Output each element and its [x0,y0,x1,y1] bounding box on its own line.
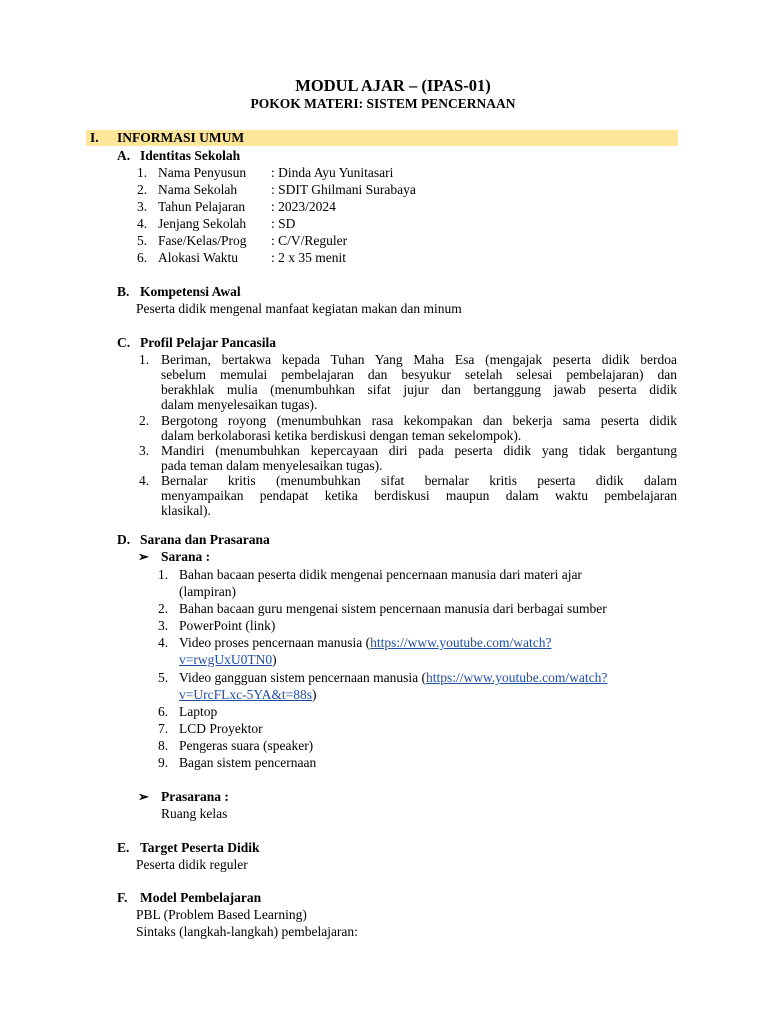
list-text-suffix: ) [311,687,317,702]
list-number: 5. [137,233,148,248]
subsection-title-d: Sarana dan Prasarana [140,532,270,547]
arrowhead-bullet-icon: ➢ [138,549,149,564]
youtube-link-1-continued[interactable]: v=rwgUxU0TN0 [179,652,273,667]
list-line: pada teman dalam menyelesaikan tugas). [161,458,383,473]
subsection-letter-e: E. [117,840,130,855]
identity-label: Jenjang Sekolah [158,216,247,231]
list-text-prefix: Video gangguan sistem pencernaan manusia ( [179,670,426,685]
list-number: 9. [158,755,169,770]
list-line: dalam berkolaborasi ketika berdiskusi dengan teman sekelompok). [161,428,522,443]
list-text: LCD Proyektor [179,721,263,736]
page-title: MODUL AJAR – (IPAS-01) [295,76,491,95]
prasarana-title: Prasarana : [161,789,229,804]
subsection-letter-c: C. [117,335,131,350]
identity-value: : Dinda Ayu Yunitasari [271,165,394,180]
list-line: menyampaikan pendapat ketika berdiskusi maupun dalam waktu pembelajaran [161,488,677,503]
competency-text: Peserta didik mengenal manfaat kegiatan makan dan minum [136,301,462,316]
list-number: 2. [137,182,148,197]
list-line: klasikal). [161,503,211,518]
list-line: Bernalar kritis (menumbuhkan sifat bernalar kritis peserta didik dalam [161,473,677,488]
list-number: 8. [158,738,169,753]
list-number: 1. [137,165,148,180]
section-number: I. [90,130,99,145]
identity-value: : 2023/2024 [271,199,336,214]
identity-value: : SD [271,216,296,231]
list-number: 5. [158,670,169,685]
subsection-title-e: Target Peserta Didik [140,840,260,855]
subsection-letter-a: A. [117,148,131,163]
youtube-link-2-continued[interactable]: v=UrcFLxc-5YA&t=88s [179,687,312,702]
target-text: Peserta didik reguler [136,857,248,872]
list-number: 4. [137,216,148,231]
subsection-letter-b: B. [117,284,130,299]
subsection-title-a: Identitas Sekolah [140,148,241,163]
list-number: 1. [139,352,150,367]
list-number: 6. [137,250,148,265]
identity-label: Fase/Kelas/Prog [158,233,247,248]
arrowhead-bullet-icon: ➢ [138,789,149,804]
list-number: 1. [158,567,169,582]
list-text: Laptop [179,704,218,719]
list-text: Pengeras suara (speaker) [179,738,314,753]
list-line: dalam menyelesaikan tugas). [161,397,318,412]
list-text: Bagan sistem pencernaan [179,755,317,770]
list-number: 2. [158,601,169,616]
list-line: Bergotong royong (menumbuhkan rasa kekompakan dan bekerja sama peserta didik [161,413,677,428]
list-text-prefix: Video proses pencernaan manusia ( [179,635,371,650]
page-subtitle: POKOK MATERI: SISTEM PENCERNAAN [250,96,516,111]
list-text [179,635,551,651]
identity-value: : C/V/Reguler [271,233,348,248]
section-title: INFORMASI UMUM [117,130,245,145]
list-line: Mandiri (menumbuhkan kepercayaan diri pada peserta didik yang tidak bergantung [161,443,677,458]
list-number: 2. [139,413,150,428]
list-text-suffix: ) [272,652,277,667]
identity-label: Tahun Pelajaran [158,199,246,214]
list-text-continued: (lampiran) [179,584,236,599]
list-text [179,670,607,686]
list-text: PowerPoint (link) [179,618,276,633]
list-number: 6. [158,704,169,719]
list-text: Bahan bacaan guru mengenai sistem pencernaan manusia dari berbagai sumber [179,601,607,616]
list-number: 4. [158,635,169,650]
list-number: 7. [158,721,169,736]
list-line: sebelum memulai pembelajaran dan besyukur setelah selesai pembelajaran) dan [161,367,677,382]
model-text: PBL (Problem Based Learning) [136,907,307,922]
list-number: 3. [137,199,148,214]
youtube-link-2[interactable]: https://www.youtube.com/watch? [425,670,608,685]
sarana-title: Sarana : [161,549,211,564]
subsection-title-f: Model Pembelajaran [140,890,262,905]
list-number: 3. [139,443,150,458]
list-text-continued [179,652,277,668]
list-text: Bahan bacaan peserta didik mengenai pencernaan manusia dari materi ajar [179,567,582,582]
list-line: berakhlak mulia (menumbuhkan sifat jujur dan bertanggung jawab peserta didik [161,382,677,397]
subsection-title-c: Profil Pelajar Pancasila [140,335,276,350]
list-number: 3. [158,618,169,633]
syntax-text: Sintaks (langkah-langkah) pembelajaran: [136,924,358,939]
identity-label: Alokasi Waktu [158,250,239,265]
list-line: Beriman, bertakwa kepada Tuhan Yang Maha Esa (mengajak peserta didik berdoa [161,352,677,367]
identity-label: Nama Penyusun [158,165,247,180]
subsection-letter-d: D. [117,532,131,547]
list-text-continued [179,687,316,703]
list-number: 4. [139,473,150,488]
identity-label: Nama Sekolah [158,182,238,197]
youtube-link-1[interactable]: https://www.youtube.com/watch? [370,635,552,650]
prasarana-text: Ruang kelas [161,806,228,821]
identity-value: : SDIT Ghilmani Surabaya [271,182,416,197]
subsection-letter-f: F. [117,890,128,905]
subsection-title-b: Kompetensi Awal [140,284,241,299]
identity-value: : 2 x 35 menit [271,250,346,265]
